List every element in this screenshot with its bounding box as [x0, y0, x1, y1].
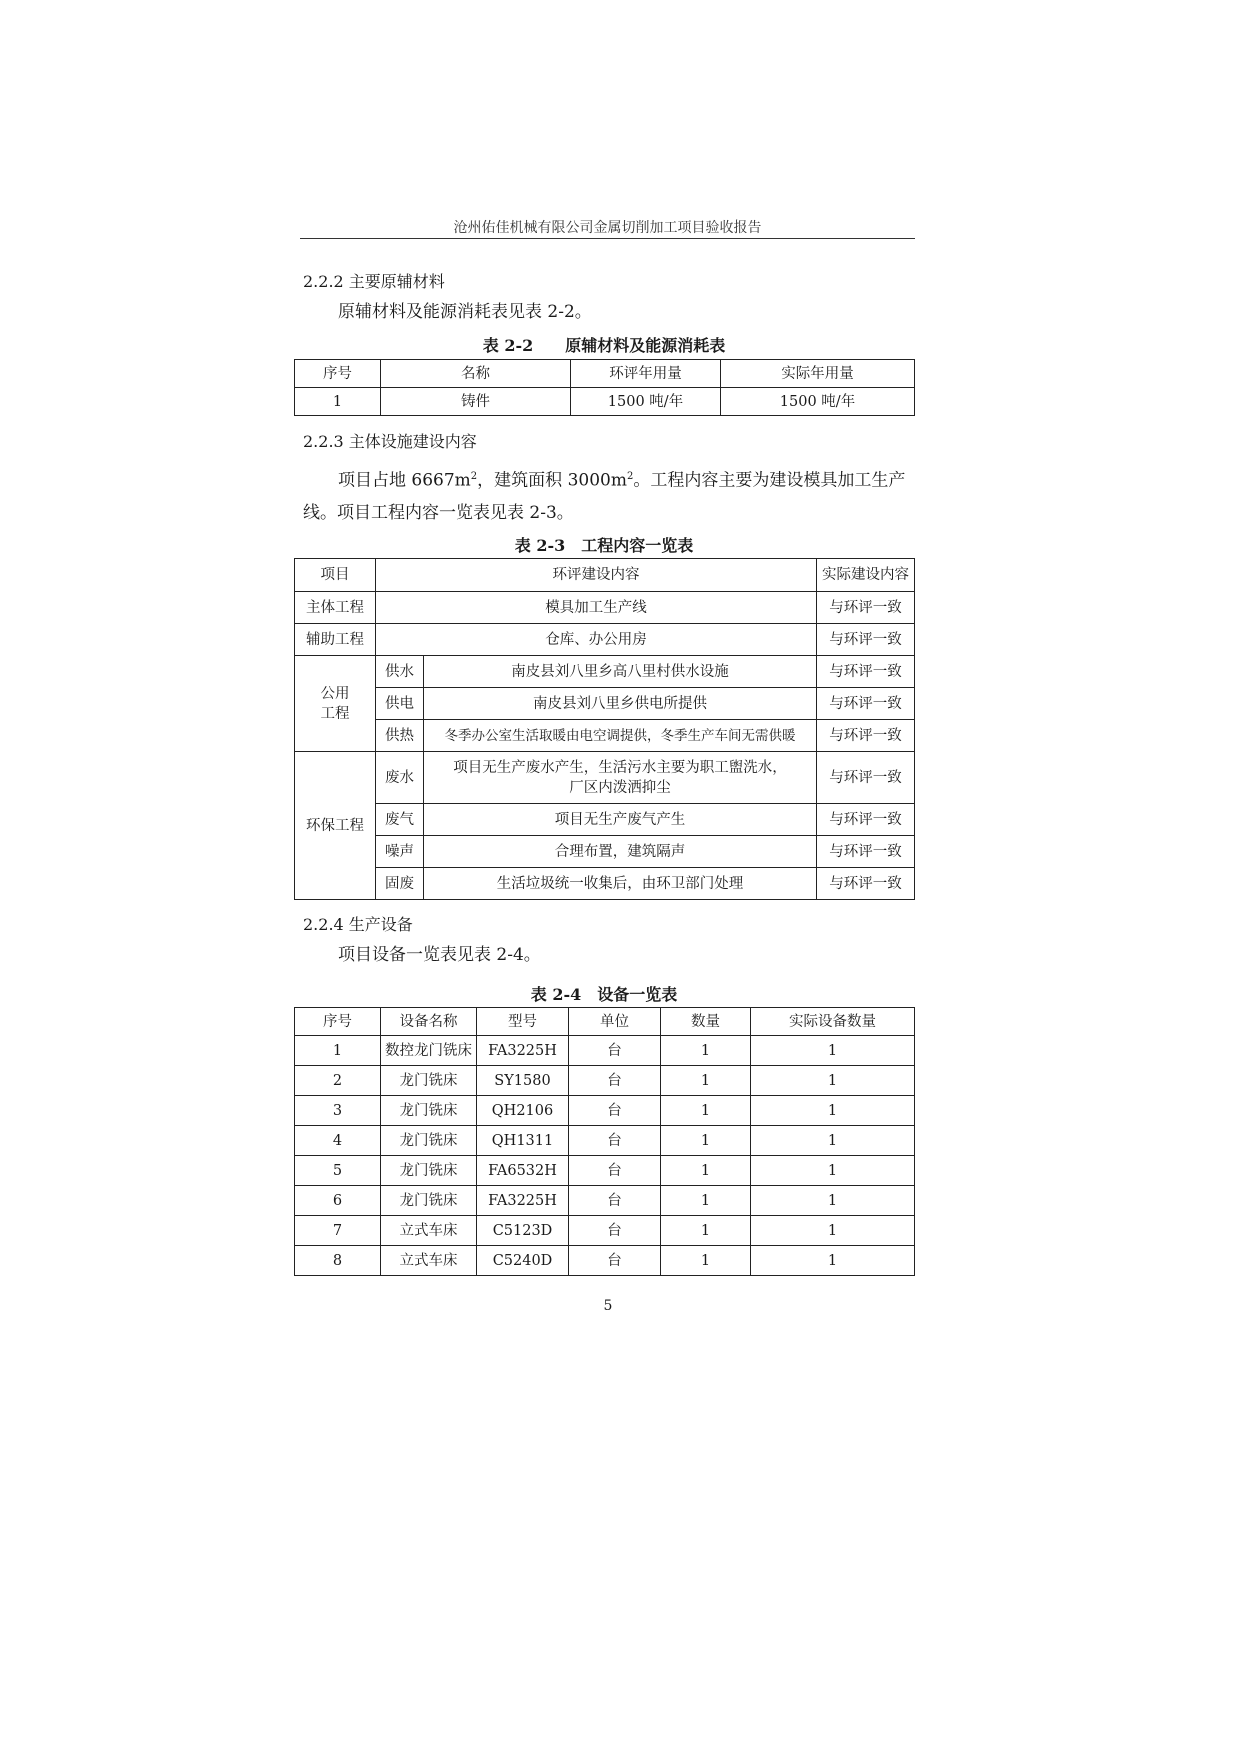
table-cell: C5240D [477, 1246, 569, 1276]
table-cell: 台 [569, 1036, 661, 1066]
sub-label: 噪声 [376, 836, 424, 868]
table-row [295, 1186, 915, 1216]
table-cell: 8 [295, 1246, 381, 1276]
table-cell: 冬季办公室生活取暖由电空调提供，冬季生产车间无需供暖 [424, 720, 817, 752]
section-heading-2-2-2: 2.2.2 主要原辅材料 [303, 272, 445, 291]
section-text-2-2-3-line1 [338, 462, 905, 496]
table-cell: C5123D [477, 1216, 569, 1246]
table-cell: 与环评一致 [817, 836, 915, 868]
table-cell: 1 [661, 1036, 751, 1066]
table-row [295, 804, 915, 836]
table-cell: 数控龙门铣床 [381, 1036, 477, 1066]
table-cell: 1 [661, 1096, 751, 1126]
table-row [295, 1036, 915, 1066]
table-header-cell: 单位 [569, 1008, 661, 1036]
row-label-line: 工程 [320, 705, 350, 722]
table-cell: 与环评一致 [817, 720, 915, 752]
table-cell: 合理布置，建筑隔声 [424, 836, 817, 868]
table-row [295, 624, 915, 656]
table-cell: 1 [661, 1156, 751, 1186]
row-label [295, 656, 376, 752]
table-row [295, 836, 915, 868]
table-2-3-caption: 表 2-3 工程内容一览表 [514, 536, 694, 555]
table-row [295, 388, 915, 416]
table-row [295, 656, 915, 688]
table-header-cell: 名称 [381, 360, 571, 388]
table-cell: 台 [569, 1066, 661, 1096]
table-cell: 台 [569, 1216, 661, 1246]
table-cell: 仓库、办公用房 [376, 624, 817, 656]
sub-label: 废气 [376, 804, 424, 836]
table-cell: 与环评一致 [817, 868, 915, 900]
table-header-cell: 实际年用量 [721, 360, 915, 388]
table-cell: 1 [751, 1246, 915, 1276]
table-cell: 与环评一致 [817, 624, 915, 656]
table-cell: 1500 吨/年 [571, 388, 721, 416]
sub-label: 供水 [376, 656, 424, 688]
row-label: 主体工程 [295, 592, 376, 624]
cell-line: 厂区内泼洒抑尘 [569, 779, 671, 796]
table-row [295, 752, 915, 804]
table-cell: 台 [569, 1186, 661, 1216]
table-cell: QH2106 [477, 1096, 569, 1126]
table-header-row [295, 360, 915, 388]
table-cell: 台 [569, 1096, 661, 1126]
table-cell: QH1311 [477, 1126, 569, 1156]
table-cell: 与环评一致 [817, 688, 915, 720]
text-run: ，建筑面积 3000m [477, 470, 627, 491]
table-cell: 1500 吨/年 [721, 388, 915, 416]
table-cell: 龙门铣床 [381, 1156, 477, 1186]
table-cell: 2 [295, 1066, 381, 1096]
table-cell: 龙门铣床 [381, 1126, 477, 1156]
row-label-line: 公用 [320, 685, 350, 702]
table-cell: FA3225H [477, 1186, 569, 1216]
table-cell: 5 [295, 1156, 381, 1186]
sub-label: 供热 [376, 720, 424, 752]
section-text-2-2-4: 项目设备一览表见表 2-4。 [338, 945, 541, 965]
section-text-2-2-3-line2: 线。项目工程内容一览表见表 2-3。 [303, 503, 574, 523]
table-cell: 台 [569, 1156, 661, 1186]
table-cell: 6 [295, 1186, 381, 1216]
running-header: 沧州佑佳机械有限公司金属切削加工项目验收报告 [453, 220, 762, 236]
sub-label: 供电 [376, 688, 424, 720]
table-2-4-caption: 表 2-4 设备一览表 [530, 985, 678, 1004]
table-2-2-caption: 表 2-2 原辅材料及能源消耗表 [482, 336, 726, 355]
table-cell [424, 752, 817, 804]
table-cell: 台 [569, 1126, 661, 1156]
table-row [295, 1126, 915, 1156]
table-header-cell: 环评年用量 [571, 360, 721, 388]
table-row [295, 1156, 915, 1186]
table-header-cell: 型号 [477, 1008, 569, 1036]
table-cell: 1 [661, 1066, 751, 1096]
header-rule [300, 238, 915, 239]
table-header-row [295, 559, 915, 592]
table-2-3 [294, 558, 915, 900]
table-cell: 与环评一致 [817, 656, 915, 688]
table-row [295, 1246, 915, 1276]
table-cell: 与环评一致 [817, 592, 915, 624]
text-run: 项目占地 6667m [338, 470, 471, 491]
row-label: 环保工程 [295, 752, 376, 900]
table-2-2 [294, 359, 915, 416]
table-cell: 1 [751, 1126, 915, 1156]
table-cell: 1 [661, 1246, 751, 1276]
table-cell: 1 [751, 1156, 915, 1186]
row-label: 辅助工程 [295, 624, 376, 656]
page-number: 5 [603, 1298, 613, 1314]
section-text-2-2-2: 原辅材料及能源消耗表见表 2-2。 [338, 302, 592, 322]
table-row [295, 1216, 915, 1246]
table-cell: 南皮县刘八里乡高八里村供水设施 [424, 656, 817, 688]
table-header-cell: 序号 [295, 360, 381, 388]
superscript: 2 [470, 471, 478, 482]
table-cell: 铸件 [381, 388, 571, 416]
table-header-cell: 实际设备数量 [751, 1008, 915, 1036]
table-cell: 1 [661, 1126, 751, 1156]
table-header-row [295, 1008, 915, 1036]
table-cell: 1 [751, 1036, 915, 1066]
table-row [295, 1096, 915, 1126]
table-cell: 立式车床 [381, 1216, 477, 1246]
table-cell: 1 [751, 1066, 915, 1096]
table-row [295, 868, 915, 900]
superscript: 2 [626, 471, 634, 482]
sub-label: 废水 [376, 752, 424, 804]
table-cell: FA3225H [477, 1036, 569, 1066]
table-cell: 生活垃圾统一收集后，由环卫部门处理 [424, 868, 817, 900]
table-cell: 1 [661, 1216, 751, 1246]
table-cell: 1 [661, 1186, 751, 1216]
table-header-cell: 设备名称 [381, 1008, 477, 1036]
table-header-cell: 序号 [295, 1008, 381, 1036]
table-cell: 7 [295, 1216, 381, 1246]
table-header-cell: 数量 [661, 1008, 751, 1036]
text-run: 。工程内容主要为建设模具加工生产 [633, 470, 906, 491]
table-cell: 1 [751, 1186, 915, 1216]
table-header-cell: 环评建设内容 [376, 559, 817, 592]
table-cell: 模具加工生产线 [376, 592, 817, 624]
table-cell: 龙门铣床 [381, 1096, 477, 1126]
section-heading-2-2-4: 2.2.4 生产设备 [303, 915, 413, 934]
table-cell: SY1580 [477, 1066, 569, 1096]
table-2-4 [294, 1007, 915, 1276]
table-cell: 龙门铣床 [381, 1066, 477, 1096]
section-heading-2-2-3: 2.2.3 主体设施建设内容 [303, 432, 477, 451]
table-cell: 台 [569, 1246, 661, 1276]
table-row [295, 592, 915, 624]
table-row [295, 1066, 915, 1096]
table-cell: 1 [751, 1096, 915, 1126]
table-row [295, 720, 915, 752]
table-header-cell: 实际建设内容 [817, 559, 915, 592]
table-cell: 3 [295, 1096, 381, 1126]
table-cell: 1 [751, 1216, 915, 1246]
table-cell: 立式车床 [381, 1246, 477, 1276]
sub-label: 固废 [376, 868, 424, 900]
table-row [295, 688, 915, 720]
cell-line: 项目无生产废水产生，生活污水主要为职工盥洗水， [453, 759, 787, 776]
table-cell: 与环评一致 [817, 804, 915, 836]
table-cell: 南皮县刘八里乡供电所提供 [424, 688, 817, 720]
table-cell: 龙门铣床 [381, 1186, 477, 1216]
table-cell: 与环评一致 [817, 752, 915, 804]
table-cell: FA6532H [477, 1156, 569, 1186]
table-header-cell: 项目 [295, 559, 376, 592]
table-cell: 4 [295, 1126, 381, 1156]
table-cell: 1 [295, 388, 381, 416]
table-cell: 1 [295, 1036, 381, 1066]
table-cell: 项目无生产废气产生 [424, 804, 817, 836]
